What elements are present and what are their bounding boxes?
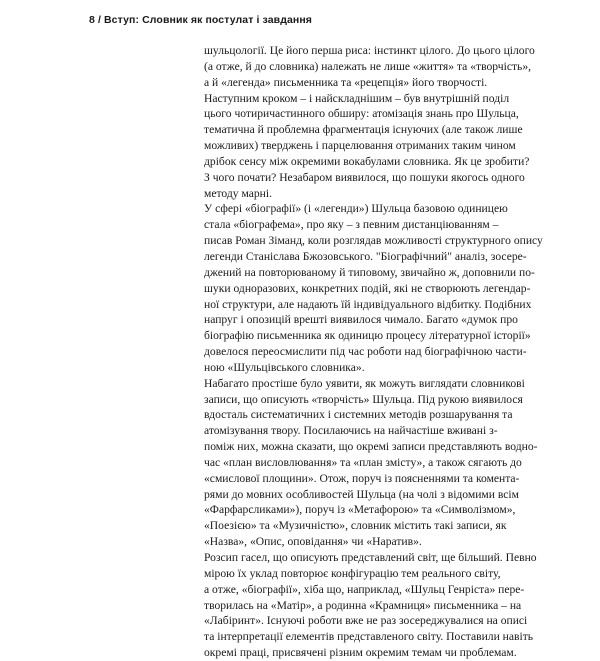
text-line: час «план висловлювання» та «план змісту», а також сягають до bbox=[204, 455, 522, 469]
text-line: ної структури, але надають їй індивідуального відбитку. Подібних bbox=[204, 297, 532, 311]
text-line: поміж них, можна сказати, що окремі записи представляють водно- bbox=[204, 440, 538, 454]
text-line: та інтерпретації елементів представленого світу. Поставили навіть bbox=[204, 630, 534, 644]
text-line: У сфері «біографії» (і «легенди») Шульца базовою одиницею bbox=[204, 202, 508, 216]
text-line: записи, що описують «творчість» Шульца. Під рукою виявилося bbox=[204, 392, 523, 406]
text-line: «Назва», «Опис, оповідання» чи «Наратив». bbox=[204, 535, 422, 549]
text-line: окремі праці, присвячені різним окремим темам чи проблемам. bbox=[204, 646, 517, 660]
text-line: «Фарфарсликами»), поруч із «Метафорою» та «Символізмом», bbox=[204, 503, 516, 517]
text-line: дрібок сенсу між окремими вокабулами словника. Як це зробити? bbox=[204, 154, 530, 168]
text-line: можливих) тверджень і парцелювання отриманих таким чином bbox=[204, 139, 516, 153]
text-line: Набагато простіше було уявити, як можуть виглядати словникові bbox=[204, 376, 525, 390]
text-line: довелося переосмислити під час роботи над біографічною части- bbox=[204, 345, 527, 359]
text-line: стала «біографема», про яку – з певним дистанціюванням – bbox=[204, 218, 499, 232]
text-line: Наступним кроком – і найскладнішим – був внутрішній поділ bbox=[204, 91, 510, 105]
text-line: З чого почати? Незабаром виявилося, що пошуки якогось одного bbox=[204, 170, 525, 184]
text-line: а й «легенда» письменника та «рецепція» його творчості. bbox=[204, 75, 488, 89]
text-line: а отже, «біографії», хіба що, наприклад, «Шульц Генріста» пере- bbox=[204, 582, 525, 596]
text-line: атомізування твору. Посилаючись на найчастіше вживані з- bbox=[204, 424, 498, 438]
text-line: цього чотиричастинного обширу: атомізація знань про Шульца, bbox=[204, 107, 519, 121]
text-line: шуки одноразових, конкретних подій, які не створюють легендар- bbox=[204, 281, 531, 295]
text-line: методу марні. bbox=[204, 186, 272, 200]
text-line: «Лабіринт». Існуючі роботи вже не раз зосереджувалися на описі bbox=[204, 614, 528, 628]
text-line: рями до мовних особливостей Шульца (на чолі з відомими всім bbox=[204, 487, 519, 501]
text-line: «Поезією» та «Музичністю», словник містить такі записи, як bbox=[204, 519, 507, 533]
text-line: «смислової площини». Отож, поруч із поясненнями та коментa- bbox=[204, 471, 520, 485]
text-line: біографію письменника як одиницю процесу літературної історії» bbox=[204, 329, 531, 343]
text-line: творилась на «Матір», а родинна «Крамниця» письменника – на bbox=[204, 598, 522, 612]
running-head: 8 / Вступ: Словник як постулат і завдання bbox=[89, 14, 313, 26]
text-line: Розсип гасел, що описують представлений світ, ще більший. Певно bbox=[204, 551, 537, 564]
text-line: вдосталь систематичних і системних методів розшарування та bbox=[204, 408, 513, 422]
text-line: джений на повторюваному й типовому, звичайно ж, доповнили по- bbox=[204, 265, 535, 279]
text-line: тематична й проблемна фрагментація існуючих (але також лише bbox=[204, 123, 523, 137]
text-line: писав Роман Зіманд, коли розглядав можливості структурного опису bbox=[204, 234, 543, 248]
text-line: легенди Станіслава Бжозовського. "Біографічний" аналіз, зосере- bbox=[204, 249, 527, 263]
text-line: (а отже, й до словника) належать не лише «життя» та «творчість», bbox=[204, 59, 532, 73]
body-text bbox=[204, 43, 543, 661]
text-line: шульцології. Це його перша риса: інстинкт цілого. До цього цілого bbox=[204, 44, 535, 57]
text-line: ною «Шульцівського словника». bbox=[204, 360, 365, 374]
text-line: напруг і опозицій врешті виявилося чимало. Багато «думок про bbox=[204, 313, 518, 327]
text-line: мірою їх уклад повторює конфігурацію тем реального світу, bbox=[204, 566, 501, 580]
